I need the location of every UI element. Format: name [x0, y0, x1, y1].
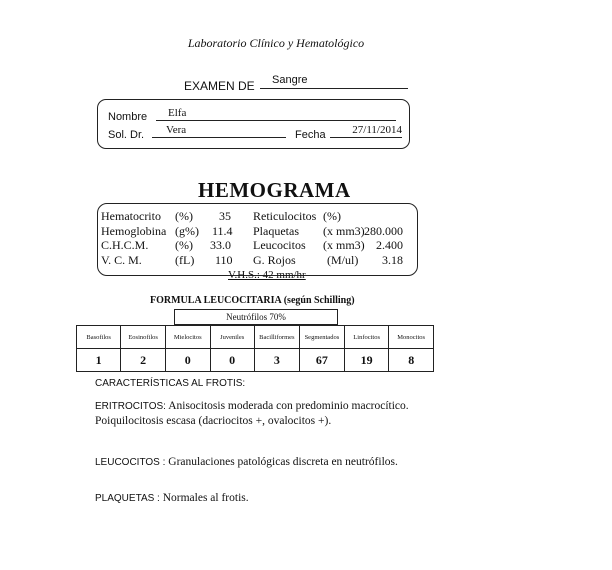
leucocitos-label: LEUCOCITOS :: [95, 457, 166, 468]
param-name: Plaquetas: [253, 223, 299, 238]
header-cell: Monocitos: [389, 326, 434, 349]
param-unit: (%): [175, 238, 193, 252]
param-value: 3.18: [382, 252, 403, 267]
param-value: 35: [219, 209, 231, 223]
value-cell: 8: [389, 349, 434, 372]
date-value: 27/11/2014: [330, 124, 402, 138]
name-label: Nombre: [108, 111, 148, 123]
hemograma-title: HEMOGRAMA: [198, 178, 351, 202]
param-unit: (M/ul): [327, 252, 359, 267]
doctor-label: Sol. Dr.: [108, 129, 145, 141]
param-unit: (g%): [175, 223, 199, 238]
header-cell: Juveniles: [210, 326, 254, 349]
date-label: Fecha: [295, 129, 326, 141]
param-name: V. C. M.: [101, 252, 142, 267]
neutrofilos-box: Neutrófilos 70%: [174, 309, 338, 325]
value-cell: 67: [299, 349, 344, 372]
param-value: 2.400: [376, 238, 403, 252]
param-name: C.H.C.M.: [101, 238, 149, 252]
header-cell: Segmentados: [299, 326, 344, 349]
table-header-row: [77, 326, 434, 349]
plaquetas-label: PLAQUETAS :: [95, 493, 160, 504]
name-value: Elfa: [156, 107, 396, 121]
leucocitaria-table: [76, 325, 434, 372]
vhs-value: V.H.S.: 42 mm/hr: [228, 269, 306, 281]
leucocitos-section: [95, 455, 398, 470]
plaquetas-section: [95, 491, 249, 506]
exam-label: EXAMEN DE: [184, 79, 255, 93]
plaquetas-text: Normales al frotis.: [162, 492, 249, 504]
leucocitos-text: Granulaciones patológicas discreta en neutrófilos.: [168, 456, 398, 468]
param-name: Hematocrito: [101, 209, 161, 223]
value-cell: 0: [210, 349, 254, 372]
eritrocitos-line2: Poiquilocitosis escasa (dacriocitos +, ovalocitos +).: [95, 415, 332, 427]
param-unit: (%): [323, 209, 341, 223]
param-name: Leucocitos: [253, 238, 306, 252]
param-value: 11.4: [212, 223, 233, 238]
table-values-row: [77, 349, 434, 372]
patient-info-box: [97, 99, 410, 149]
value-cell: 0: [165, 349, 210, 372]
exam-value: Sangre: [260, 74, 408, 89]
hemograma-box: [97, 203, 418, 276]
lab-name: Laboratorio Clínico y Hematológico: [187, 36, 365, 50]
eritrocitos-line1: Anisocitosis moderada con predominio macrocítico.: [168, 400, 409, 412]
eritrocitos-label: ERITROCITOS:: [95, 401, 166, 412]
value-cell: 1: [77, 349, 121, 372]
header-cell: Basofilos: [77, 326, 121, 349]
doctor-value: Vera: [152, 124, 286, 138]
param-value: 33.0: [210, 238, 231, 252]
param-unit: (fL): [175, 252, 195, 267]
value-cell: 3: [254, 349, 299, 372]
eritrocitos-section: [95, 399, 409, 429]
param-name: G. Rojos: [253, 252, 296, 267]
param-name: Hemoglobina: [101, 223, 167, 238]
frotis-heading: CARACTERÍSTICAS AL FROTIS:: [95, 378, 246, 389]
param-value: 280.000: [364, 223, 403, 238]
value-cell: 19: [344, 349, 388, 372]
header-cell: Linfocitos: [344, 326, 388, 349]
param-name: Reticulocitos: [253, 209, 317, 223]
param-unit: (x mm3): [323, 238, 365, 252]
header-cell: Mielocitos: [165, 326, 210, 349]
value-cell: 2: [121, 349, 166, 372]
param-unit: (%): [175, 209, 193, 223]
param-unit: (x mm3): [323, 223, 365, 238]
header-cell: Bacilliformes: [254, 326, 299, 349]
param-value: 110: [215, 252, 233, 267]
formula-title: FORMULA LEUCOCITARIA (según Schilling): [150, 295, 355, 306]
header-cell: Eosinofilos: [121, 326, 166, 349]
